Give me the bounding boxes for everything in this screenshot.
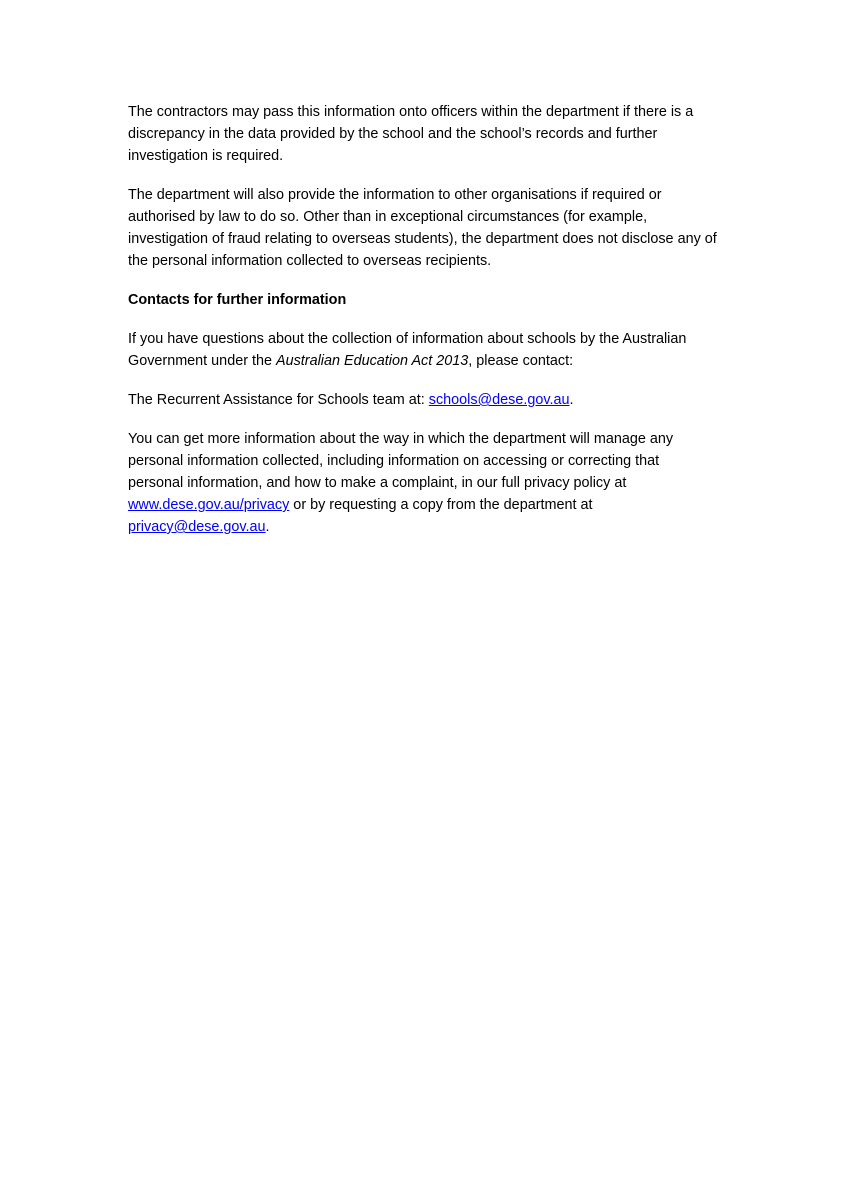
schools-email-link[interactable]: schools@dese.gov.au <box>428 392 570 408</box>
privacy-text: You can get more information about the way in which the department will manage any personal information collected, including information on accessing or correcting that personal information, and how to make a complaint, in our full privacy policy at <box>128 431 674 491</box>
paragraph-questions-text: If you have questions about the collection of information about schools by the Australian Government under the <box>128 331 687 369</box>
privacy-policy-link[interactable]: www.dese.gov.au/privacy <box>128 497 290 513</box>
privacy-end: . <box>265 519 270 535</box>
paragraph-contractors: The contractors may pass this information onto officers within the department if there is a discrepancy in the data provided by the school and the school’s records and further investigation is required. <box>128 104 694 164</box>
paragraph-team-contact <box>128 389 718 411</box>
paragraph-privacy <box>128 428 718 538</box>
paragraph-disclosure: The department will also provide the information to other organisations if required or authorised by law to do so. Other than in exceptional circumstances (for example, investigation of fraud relating to overseas students), the department does not disclose any of the personal information collected to overseas recipients. <box>128 187 717 269</box>
paragraph-questions-end: , please contact: <box>468 353 574 369</box>
team-contact-end: . <box>569 392 574 408</box>
privacy-email-link[interactable]: privacy@dese.gov.au <box>128 519 266 535</box>
team-contact-text: The Recurrent Assistance for Schools team at: <box>128 392 429 408</box>
act-title: Australian Education Act 2013 <box>276 353 469 369</box>
document-page <box>128 101 718 555</box>
paragraph-questions <box>128 328 718 372</box>
privacy-middle-text: or by requesting a copy from the department at <box>289 497 593 513</box>
section-heading-contacts: Contacts for further information <box>128 292 347 308</box>
